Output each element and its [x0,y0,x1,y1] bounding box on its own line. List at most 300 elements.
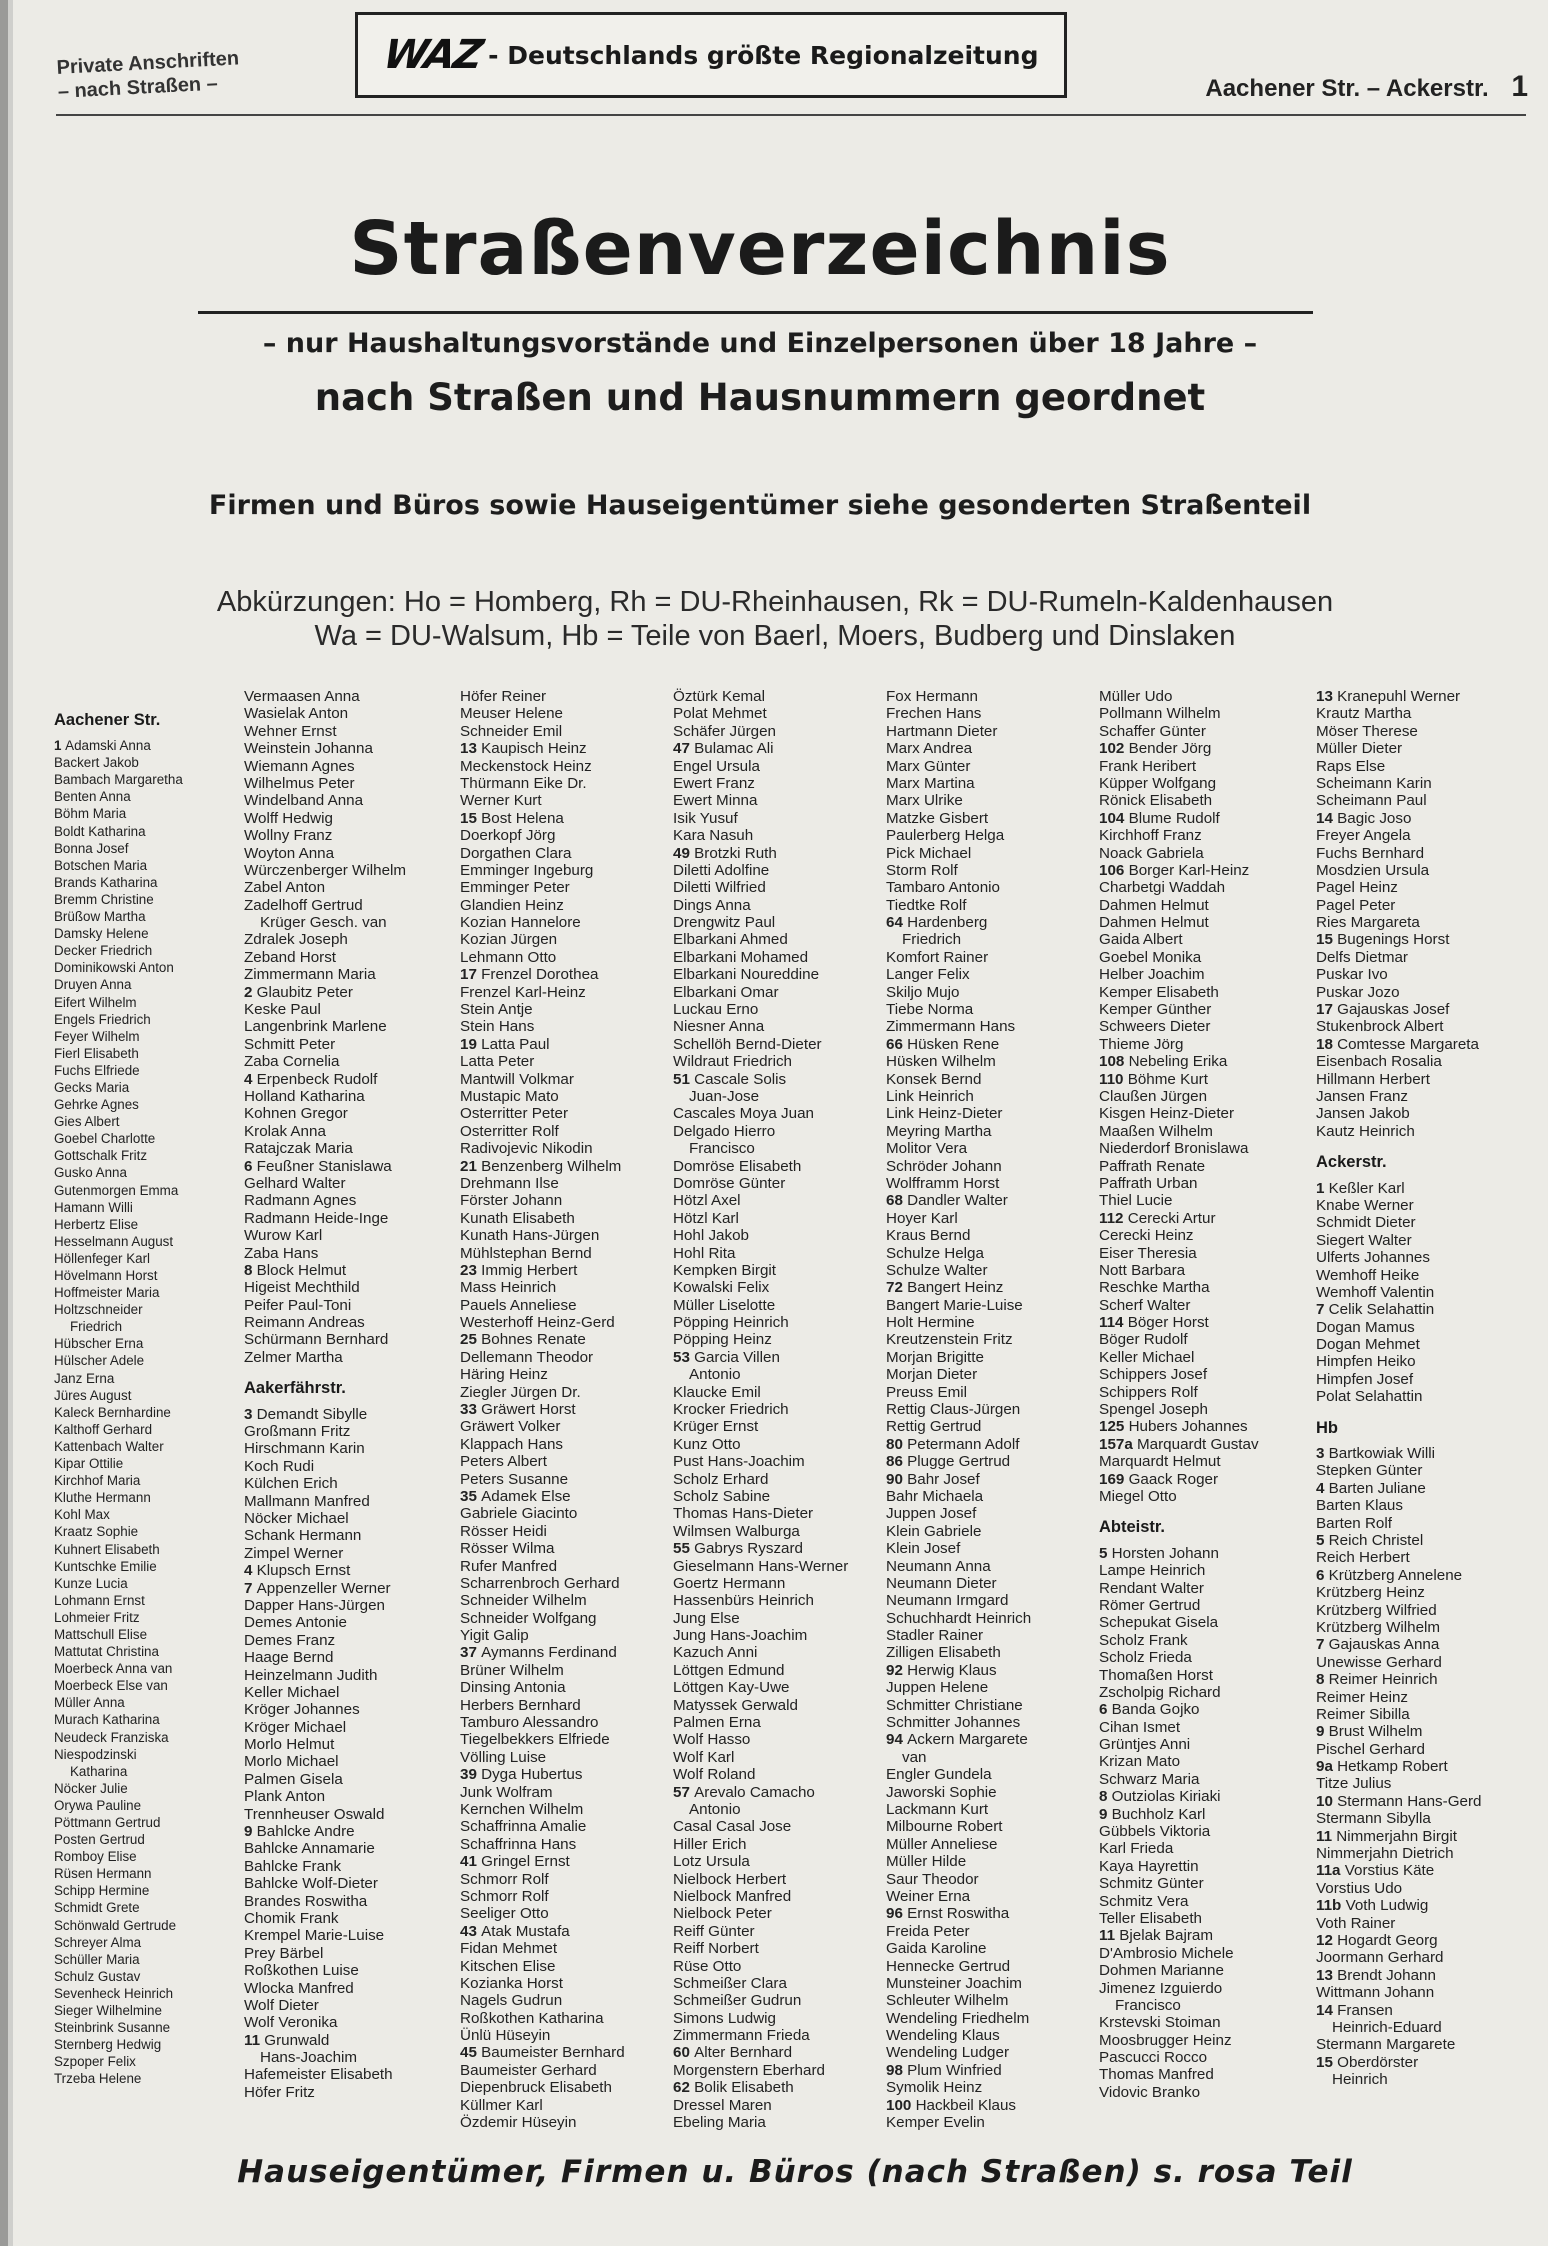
resident-name: Puskar Jozo [1316,983,1400,1001]
resident-entry [1099,723,1309,740]
house-number: 114 [1099,1314,1128,1332]
resident-entry [1316,966,1531,983]
resident-entry [1099,1279,1309,1296]
resident-entry [244,1997,444,2014]
resident-name: Freida Peter [886,1922,970,1940]
resident-name: Spengel Joseph [1099,1401,1208,1419]
resident-entry [460,1158,660,1175]
header-range [1205,70,1528,104]
resident-entry [460,705,660,722]
resident-entry [54,1387,234,1404]
resident-name: Mattutat Christina [54,1644,159,1660]
resident-entry [1316,879,1531,896]
resident-name: Römer Gertrud [1099,1596,1201,1614]
resident-name: Schreyer Alma [54,1934,142,1950]
resident-name: Delgado Hierro [673,1122,776,1140]
resident-name: Demes Antonie [244,1614,347,1632]
resident-entry [886,1453,1096,1470]
resident-entry [54,1164,234,1181]
house-number: 12 [1316,1931,1338,1949]
resident-entry [886,2114,1096,2131]
resident-entry [673,1697,873,1714]
resident-name: Hübscher Erna [54,1336,144,1352]
resident-name: Hesselmann August [54,1233,174,1249]
resident-entry [460,1366,660,1383]
resident-entry [1316,931,1531,948]
resident-name: Krizan Mato [1099,1753,1181,1771]
house-number: 112 [1099,1209,1128,1227]
house-number: 17 [1316,1001,1338,1019]
resident-entry [673,1888,873,1905]
house-number: 17 [460,966,482,984]
masthead-tagline: - Deutschlands größte Regionalzeitung [488,40,1039,70]
resident-name: Zelmer Martha [244,1348,343,1366]
resident-entry [460,1523,660,1540]
resident-entry [1099,1053,1309,1070]
resident-name: Casal Casal Jose [673,1818,792,1836]
resident-entry [673,1801,873,1818]
resident-name: Morjan Brigitte [886,1348,984,1366]
resident-name: Chomik Frank [244,1909,339,1927]
resident-name: Katharina [70,1763,128,1779]
resident-name: Dominikowski Anton [54,960,174,976]
resident-name: Storm Rolf [886,861,958,879]
resident-name: Drehmann Ilse [460,1174,559,1192]
resident-name: Luckau Erno [673,1001,759,1019]
resident-entry [886,2044,1096,2061]
resident-name: Boldt Katharina [54,823,146,839]
resident-entry [1099,897,1309,914]
resident-entry [886,984,1096,1001]
resident-name: Schaffer Günter [1099,722,1206,740]
resident-entry [244,1140,444,1157]
house-number: 10 [1316,1792,1338,1810]
resident-entry [54,908,234,925]
resident-entry [460,1784,660,1801]
house-number: 3 [1316,1445,1329,1463]
resident-name: Backert Jakob [54,755,139,771]
resident-entry [460,1923,660,1940]
resident-entry [1316,1654,1531,1671]
resident-name: Kröger Michael [244,1718,347,1736]
resident-name: Nöcker Michael [244,1509,349,1527]
resident-entry [673,1679,873,1696]
resident-name: Cerecki Artur [1127,1209,1216,1227]
resident-entry [1099,1436,1309,1453]
resident-name: Mosdzien Ursula [1316,861,1430,879]
resident-entry [673,1540,873,1557]
resident-entry [54,1711,234,1728]
resident-entry [54,1729,234,1746]
resident-name: Schürmann Bernhard [244,1331,389,1349]
resident-name: Gajauskas Josef [1337,1001,1450,1019]
resident-entry [886,1540,1096,1557]
resident-entry [54,1831,234,1848]
resident-entry [1099,1210,1309,1227]
resident-entry [1099,1736,1309,1753]
resident-name: Bagic Joso [1337,809,1412,827]
house-number: 57 [673,1783,695,1801]
resident-entry [54,2036,234,2053]
resident-name: Kemper Evelin [886,2114,985,2132]
resident-entry [1316,914,1531,931]
resident-name: Stermann Hans-Gerd [1337,1792,1482,1810]
resident-name: Wehner Ernst [244,722,337,740]
resident-entry [1099,1597,1309,1614]
resident-entry [1099,914,1309,931]
resident-entry [244,723,444,740]
resident-name: Vorstius Käte [1344,1862,1435,1880]
resident-entry [1099,1001,1309,1018]
resident-name: Klupsch Ernst [256,1562,351,1580]
resident-name: Langenbrink Marlene [244,1018,387,1036]
resident-entry [54,1985,234,2002]
resident-entry [1316,1532,1531,1549]
house-number: 11 [1316,1827,1337,1845]
house-number: 2 [244,983,257,1001]
resident-entry [244,705,444,722]
resident-entry [54,1882,234,1899]
resident-name: Posten Gertrud [54,1832,145,1848]
resident-entry [1099,758,1309,775]
resident-entry [1316,1706,1531,1723]
resident-entry [1316,1214,1531,1231]
resident-entry [1316,1689,1531,1706]
resident-name: Engler Gundela [886,1766,992,1784]
resident-name: Schmitz Günter [1099,1875,1204,1893]
house-number: 98 [886,2061,908,2079]
resident-entry [54,1096,234,1113]
resident-name: Reimer Sibilla [1316,1705,1410,1723]
resident-name: Schuchhardt Heinrich [886,1609,1032,1627]
resident-name: Schippers Rolf [1099,1383,1198,1401]
resident-name: Kattenbach Walter [54,1438,164,1454]
resident-name: Löttgen Edmund [673,1661,785,1679]
resident-name: Brüßow Martha [54,909,146,925]
resident-entry [1099,1823,1309,1840]
resident-name: Bahlcke Andre [256,1823,355,1841]
resident-name: Dohmen Marianne [1099,1962,1224,1980]
resident-name: Kalthoff Gerhard [54,1421,153,1437]
resident-name: Prey Bärbel [244,1944,324,1962]
resident-entry [54,788,234,805]
resident-entry [886,1871,1096,1888]
resident-entry [673,1558,873,1575]
resident-entry [673,827,873,844]
resident-entry [886,792,1096,809]
resident-entry [1099,879,1309,896]
resident-name: Friedrich [70,1319,123,1335]
house-number: 64 [886,914,908,932]
resident-entry [673,758,873,775]
street-heading: Ackerstr. [1316,1153,1387,1172]
resident-name: Dapper Hans-Jürgen [244,1596,385,1614]
resident-name: Elbarkani Noureddine [673,966,820,984]
resident-name: Hennecke Gertrud [886,1957,1011,1975]
header-section-line1: Private Anschriften [56,47,240,79]
resident-entry [54,1575,234,1592]
resident-entry [460,1175,660,1192]
resident-name: Dellemann Theodor [460,1348,594,1366]
resident-name: Goertz Hermann [673,1574,786,1592]
resident-name: Schmeißer Gudrun [673,1992,802,2010]
resident-name: Schmidt Dieter [1316,1214,1416,1232]
resident-name: Schweers Dieter [1099,1018,1211,1036]
resident-name: Heinrich [1332,2071,1388,2089]
resident-entry [244,1158,444,1175]
resident-entry [886,1297,1096,1314]
resident-name: Dyga Hubertus [481,1766,583,1784]
resident-entry [886,1314,1096,1331]
resident-name: Krüger Ernst [673,1418,759,1436]
resident-name: Müller Anneliese [886,1835,998,1853]
resident-name: Reimann Andreas [244,1314,365,1332]
resident-entry [1316,758,1531,775]
house-number: 6 [1316,1566,1329,1584]
resident-entry [460,845,660,862]
resident-entry [54,1370,234,1387]
resident-entry [460,1071,660,1088]
resident-name: Hafemeister Elisabeth [244,2066,393,2084]
resident-name: Jansen Jakob [1316,1105,1410,1123]
resident-entry [460,1297,660,1314]
resident-entry [460,1262,660,1279]
resident-name: Pust Hans-Joachim [673,1453,805,1471]
house-number: 47 [673,740,695,758]
resident-name: Goebel Monika [1099,948,1202,966]
page-title: Straßenverzeichnis [349,206,1171,292]
resident-entry [1316,1284,1531,1301]
house-number: 14 [1316,2001,1338,2019]
resident-entry [54,1130,234,1147]
resident-entry [673,1749,873,1766]
resident-name: Kipar Ottilie [54,1456,124,1472]
resident-name: Dogan Mamus [1316,1318,1415,1336]
resident-name: Kitschen Elise [460,1957,556,1975]
street-range: Aachener Str. – Ackerstr. [1205,75,1489,102]
resident-name: Grunwald [264,2031,330,2049]
house-number: 11b [1316,1897,1346,1915]
resident-entry [673,705,873,722]
resident-name: Müller Hilde [886,1853,967,1871]
resident-name: Emminger Ingeburg [460,861,594,879]
resident-name: Wendeling Klaus [886,2027,1000,2045]
resident-entry [244,1980,444,1997]
resident-entry [1316,1932,1531,1949]
directory-column-7 [1316,688,1531,2089]
resident-name: Zimmermann Frieda [673,2027,810,2045]
resident-name: Demandt Sibylle [256,1405,368,1423]
resident-name: Förster Johann [460,1192,563,1210]
resident-entry [886,827,1096,844]
resident-entry [886,1836,1096,1853]
resident-name: Dandler Walter [907,1192,1008,1210]
resident-name: Siegert Walter [1316,1231,1412,1249]
resident-name: Rufer Manfred [460,1557,558,1575]
house-number: 96 [886,1905,908,1923]
house-number: 7 [1316,1301,1329,1319]
resident-name: Gräwert Volker [460,1418,561,1436]
resident-entry [1099,1701,1309,1718]
resident-name: Kaleck Bernhardine [54,1404,171,1420]
resident-entry [244,688,444,705]
resident-name: Hiller Erich [673,1835,747,1853]
resident-name: Heinrich-Eduard [1332,2018,1442,2036]
resident-name: Jüres August [54,1387,132,1403]
resident-entry [1316,1180,1531,1197]
resident-entry [1099,949,1309,966]
house-number: 72 [886,1279,908,1297]
resident-entry [460,1036,660,1053]
resident-entry [1099,1453,1309,1470]
house-number: 15 [460,809,482,827]
resident-entry [54,1506,234,1523]
resident-entry [1316,2071,1531,2088]
resident-name: Schüller Maria [54,1951,140,1967]
resident-entry [1099,740,1309,757]
resident-name: Immig Herbert [481,1261,578,1279]
resident-entry [886,1384,1096,1401]
resident-entry [1099,1105,1309,1122]
resident-entry [54,1558,234,1575]
resident-name: Niesner Anna [673,1018,765,1036]
resident-name: Niespodzinski [54,1746,137,1762]
resident-entry [886,2097,1096,2114]
resident-entry [886,1888,1096,1905]
resident-entry [886,1575,1096,1592]
resident-name: Steinbrink Susanne [54,2020,171,2036]
resident-entry [244,1580,444,1597]
resident-name: Vidovic Branko [1099,2083,1201,2101]
resident-entry [673,1853,873,1870]
resident-name: Marx Ulrike [886,792,963,810]
resident-entry [460,1766,660,1783]
resident-name: Osterritter Rolf [460,1122,559,1140]
resident-name: Zscholpig Richard [1099,1683,1221,1701]
resident-entry [54,771,234,788]
resident-name: Claußen Jürgen [1099,1087,1208,1105]
resident-name: Munsteiner Joachim [886,1974,1022,1992]
resident-entry [244,1440,444,1457]
resident-name: Bender Jörg [1128,740,1212,758]
resident-entry [886,1731,1096,1748]
resident-name: Lohmeier Fritz [54,1609,140,1625]
resident-entry [54,1865,234,1882]
resident-name: Hillmann Herbert [1316,1070,1430,1088]
resident-name: Kisgen Heinz-Dieter [1099,1105,1235,1123]
resident-name: Ratajczak Maria [244,1140,353,1158]
header-divider [56,114,1526,116]
resident-entry [244,2032,444,2049]
resident-entry [244,1875,444,1892]
resident-name: Moerbeck Anna van [54,1661,173,1677]
house-number: 11 [1099,1927,1120,1945]
resident-name: Ackern Margarete [907,1731,1028,1749]
resident-entry [1099,1036,1309,1053]
directory-column-2 [244,688,444,2101]
resident-entry [244,1406,444,1423]
resident-entry [244,1458,444,1475]
resident-entry [886,1105,1096,1122]
resident-name: Dressel Maren [673,2096,772,2114]
resident-entry [1316,1602,1531,1619]
resident-entry [1099,1649,1309,1666]
resident-entry [886,1644,1096,1661]
resident-entry [1316,1249,1531,1266]
resident-name: Schmorr Rolf [460,1887,549,1905]
resident-entry [1316,705,1531,722]
resident-entry [244,1945,444,1962]
resident-name: Kozianka Horst [460,1974,563,1992]
resident-entry [1316,1671,1531,1688]
resident-name: Scheimann Paul [1316,792,1427,810]
resident-entry [673,1105,873,1122]
resident-name: Isik Yusuf [673,809,738,827]
resident-name: Herwig Klaus [907,1661,997,1679]
resident-name: Herbers Bernhard [460,1696,581,1714]
resident-name: Stein Antje [460,1001,533,1019]
resident-name: Keller Michael [1099,1348,1195,1366]
resident-entry [460,1558,660,1575]
house-number: 53 [673,1348,695,1366]
resident-entry [673,2062,873,2079]
resident-name: Zadelhoff Gertrud [244,896,363,914]
resident-name: Nott Barbara [1099,1261,1186,1279]
resident-name: Diepenbruck Elisabeth [460,2079,612,2097]
resident-name: Hüsken Wilhelm [886,1053,996,1071]
resident-entry [673,1836,873,1853]
resident-name: Baumeister Bernhard [481,2044,625,2062]
resident-entry [886,705,1096,722]
resident-name: Schmitter Christiane [886,1696,1023,1714]
resident-entry [1099,1349,1309,1366]
resident-name: Reich Herbert [1316,1549,1410,1567]
resident-name: Doerkopf Jörg [460,827,556,845]
resident-name: Damsky Helene [54,926,149,942]
resident-name: Benzenberg Wilhelm [481,1157,622,1175]
resident-name: Meckenstock Heinz [460,757,592,775]
resident-entry [54,1626,234,1643]
resident-entry [460,1123,660,1140]
resident-name: Zimmermann Hans [886,1018,1016,1036]
resident-entry [1316,1232,1531,1249]
resident-entry [460,1992,660,2009]
resident-name: Schleuter Wilhelm [886,1992,1009,2010]
resident-name: Kozian Hannelore [460,914,581,932]
resident-entry [886,1366,1096,1383]
resident-entry [1099,775,1309,792]
resident-name: Bangert Heinz [907,1279,1004,1297]
resident-entry [54,1199,234,1216]
firms-note: Firmen und Büros sowie Hauseigentümer siehe gesonderten Straßenteil [208,490,1312,521]
resident-name: Holland Katharina [244,1087,365,1105]
resident-name: Stepken Günter [1316,1462,1423,1480]
house-number: 106 [1099,861,1129,879]
resident-name: Ernst Roswitha [907,1905,1010,1923]
resident-entry [460,862,660,879]
resident-entry [673,966,873,983]
resident-name: Krautz Martha [1316,705,1412,723]
resident-entry [1316,1828,1531,1845]
resident-name: Gehrke Agnes [54,1097,139,1113]
resident-name: Schäfer Jürgen [673,722,776,740]
resident-name: Wolf Roland [673,1766,756,1784]
house-number: 19 [460,1035,482,1053]
resident-entry [886,1992,1096,2009]
resident-name: Kraus Bernd [886,1227,971,1245]
resident-entry [886,1349,1096,1366]
resident-name: Heinzelmann Judith [244,1666,378,1684]
